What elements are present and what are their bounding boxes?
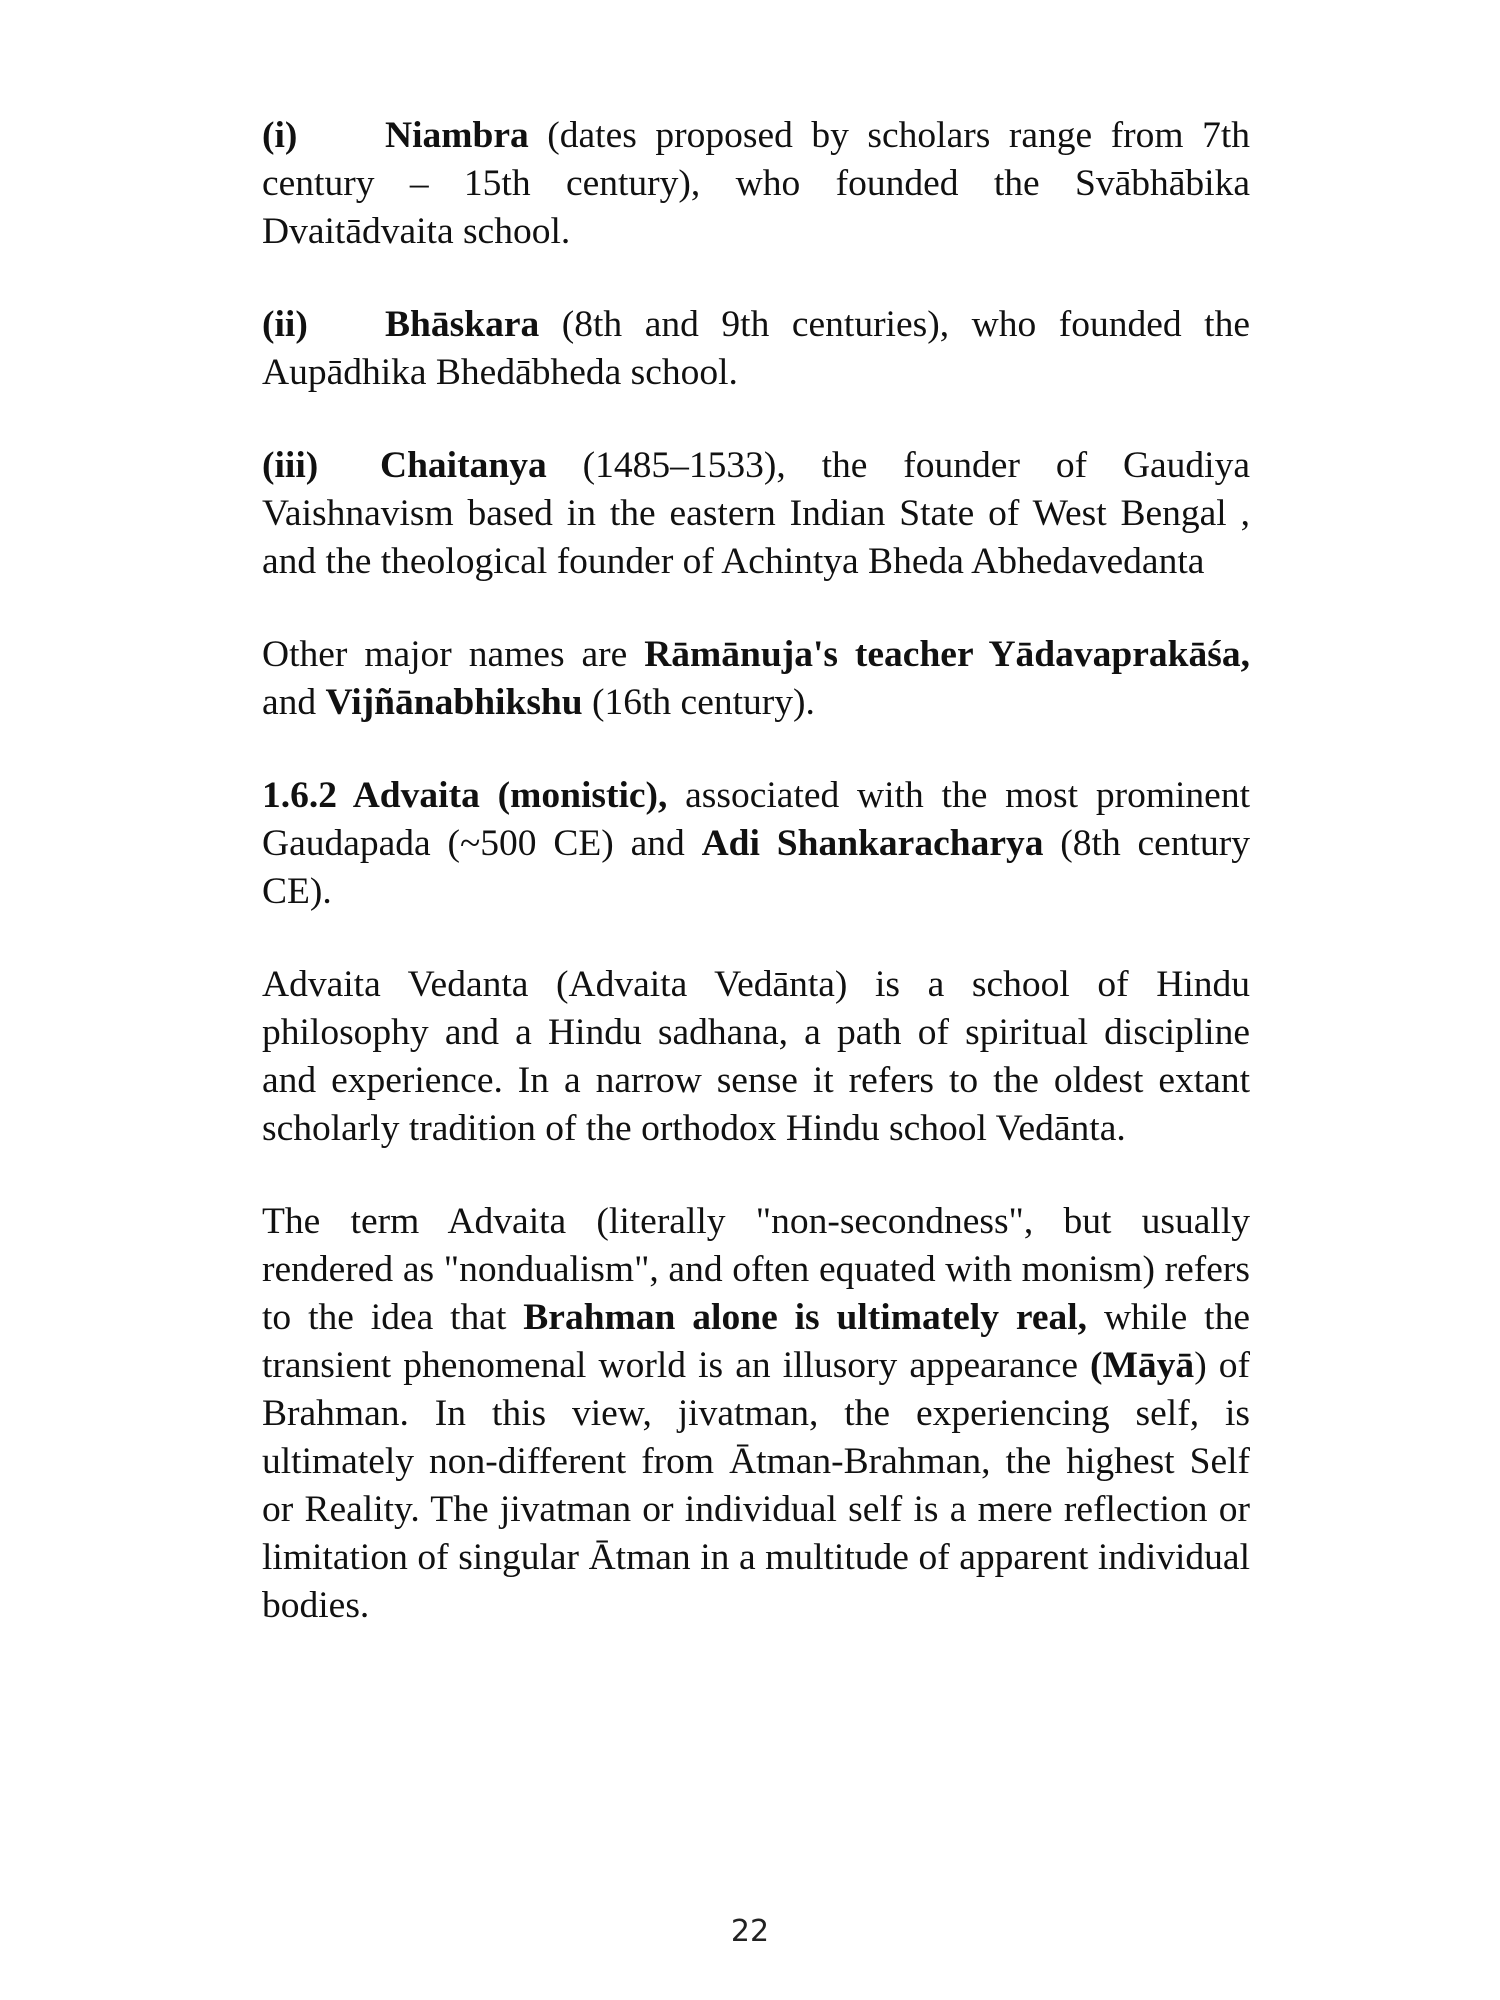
term-text-2: while the transient phenomenal world is an illusory appearance: [262, 1297, 1250, 1386]
other-names-bold-1: Rāmānuja's teacher Yādavaprakāśa,: [644, 634, 1250, 675]
advaita-intro-paragraph: Advaita Vedanta (Advaita Vedānta) is a school of Hindu philosophy and a Hindu sadhana, a path of spiritual discipline and experience. In a narrow sense it refers to the oldest extant scholarly tradition of the orthodox Hindu school Vedānta.: [262, 964, 1250, 1149]
list-item-niambra: [262, 112, 1250, 256]
section-bold: Adi Shankaracharya: [701, 823, 1044, 864]
section-number: 1.6.2: [262, 775, 337, 816]
term-text-3: ) of Brahman. In this view, jivatman, the experiencing self, is ultimately non-different from Ātman-Brahman, the highest Self or Reality. The jivatman or individual self is a mere reflection or limitation of singular Ātman in a multitude of apparent individual bodies.: [262, 1345, 1250, 1626]
page-number: 22: [730, 1914, 770, 1949]
item-text: (1485–1533), the founder of Gaudiya Vaishnavism based in the eastern Indian State of West Bengal , and the theological founder of Achintya Bheda Abhedavedanta: [262, 445, 1250, 582]
section-text-2: (8th century CE).: [262, 823, 1250, 912]
page-body: [262, 112, 1250, 1675]
term-text-1: The term Advaita (literally "non-secondness", but usually rendered as "nondualism", and often equated with monism) refers to the idea that: [262, 1201, 1250, 1338]
other-names-bold-2: Vijñānabhikshu: [325, 682, 583, 723]
other-names-mid: and: [262, 682, 326, 723]
list-item-chaitanya: [262, 442, 1250, 586]
item-marker: (i): [262, 115, 298, 156]
item-marker: (ii): [262, 304, 308, 345]
section-text-1: associated with the most prominent Gaudapada (~500 CE) and: [262, 775, 1250, 864]
other-names-lead: Other major names are: [262, 634, 645, 675]
term-bold-2: (Māyā: [1090, 1345, 1195, 1386]
item-name: Niambra: [385, 115, 529, 156]
item-text: (8th and 9th centuries), who founded the Aupādhika Bhedābheda school.: [262, 304, 1250, 393]
item-marker: (iii): [262, 445, 319, 486]
term-bold-1: Brahman alone is ultimately real,: [523, 1297, 1088, 1338]
term-advaita-paragraph: [262, 1198, 1250, 1630]
list-item-bhaskara: [262, 301, 1250, 397]
other-names-tail: (16th century).: [582, 682, 815, 723]
section-heading: Advaita (monistic),: [337, 775, 668, 816]
other-names-paragraph: [262, 631, 1250, 727]
item-name: Chaitanya: [380, 445, 547, 486]
item-name: Bhāskara: [385, 304, 540, 345]
item-text: (dates proposed by scholars range from 7th century – 15th century), who founded the Svābhābika Dvaitādvaita school.: [262, 115, 1250, 252]
section-1-6-2: [262, 772, 1250, 916]
